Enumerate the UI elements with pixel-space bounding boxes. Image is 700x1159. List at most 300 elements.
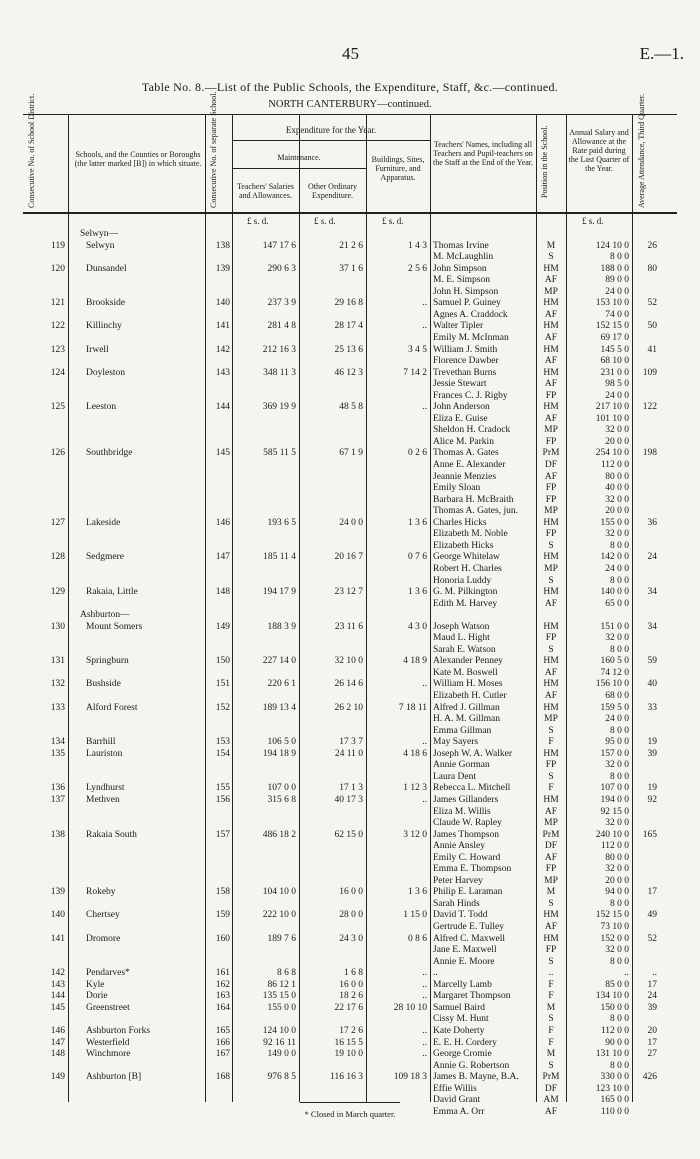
teacher-position: AF [544,806,558,817]
annual-salary: 89 0 0 [605,275,629,286]
buildings-expenditure: .. [422,991,427,1002]
header-teachers-salaries: Teachers' Salaries and Allowances. [236,182,295,200]
teacher-name: Walter Tipler [433,321,484,332]
school-name: Bushside [86,679,121,690]
district-number: 142 [50,968,65,979]
average-attendance: 50 [647,321,657,332]
header-maintenance: Maintenance. [277,153,321,162]
school-name: Brookside [86,298,126,309]
teacher-name: Alice M. Parkin [433,436,494,447]
teacher-position: HM [543,263,559,274]
other-expenditure: 16 15 5 [334,1037,363,1048]
teachers-salaries: 189 13 4 [262,702,296,713]
teacher-position: FP [545,529,557,540]
school-number: 138 [215,240,230,251]
teacher-name: Barbara H. McBraith [433,494,514,505]
other-expenditure: 26 2 10 [334,702,363,713]
teacher-name: Sheldon H. Cradock [433,425,511,436]
annual-salary: 20 0 0 [605,506,629,517]
annual-salary: 8 0 0 [610,956,629,967]
school-number: 165 [215,1025,230,1036]
teacher-position: HM [543,910,559,921]
teacher-position: DF [544,460,558,470]
annual-salary: 330 0 0 [600,1072,629,1083]
teacher-position: MP [544,875,558,886]
school-number: 164 [215,1002,230,1013]
teacher-position: HM [543,679,559,690]
district-number: 145 [50,1002,65,1013]
teacher-name: Effie Willis [433,1083,477,1094]
annual-salary: 8 0 0 [610,725,629,736]
teacher-position: S [548,956,554,967]
school-number: 160 [215,933,230,944]
buildings-expenditure: .. [422,979,427,990]
teachers-salaries: 281 4 8 [267,321,296,332]
table-subtitle: NORTH CANTERBURY—continued. [268,99,432,110]
teacher-position: MP [544,818,558,829]
teachers-salaries: 149 0 0 [267,1049,296,1060]
teacher-name: Robert H. Charles [433,563,502,574]
district-number: 121 [50,298,65,309]
district-number: 148 [50,1049,65,1060]
header-buildings: Buildings, Sites, Furniture, and Apparatus. [371,155,425,182]
page-reference: E.—1. [639,44,684,63]
teacher-position: S [548,725,554,736]
teacher-name: William J. Smith [433,344,498,355]
teacher-position: AM [543,1095,559,1106]
school-name: Alford Forest [86,702,138,713]
teachers-salaries: 222 10 0 [262,910,296,921]
annual-salary: 32 0 0 [605,529,629,540]
school-name: Dorie [86,991,108,1002]
other-expenditure: 19 10 0 [334,1049,363,1060]
school-name: Dromore [86,933,121,944]
teacher-name: Emma A. Orr [433,1106,485,1117]
teacher-position: AF [544,598,558,609]
district-number: 140 [50,910,65,921]
teacher-position: AF [544,922,558,932]
teachers-salaries: 237 3 9 [267,298,296,309]
teachers-salaries: 106 5 0 [267,737,296,748]
annual-salary: 32 0 0 [605,760,629,771]
teacher-position: S [548,1014,554,1025]
teacher-name: Maud L. Hight [433,633,490,644]
annual-salary: 8 0 0 [610,898,629,909]
unit-label: £ s. d. [382,216,404,226]
district-number: 143 [50,979,65,990]
other-expenditure: 40 17 3 [334,794,363,805]
average-attendance: 19 [647,737,657,748]
average-attendance: 198 [642,448,657,459]
teachers-salaries: 585 11 5 [263,448,296,459]
other-expenditure: 23 12 7 [334,587,363,598]
other-expenditure: 21 2 6 [339,240,363,251]
district-number: 127 [50,517,65,528]
buildings-expenditure: .. [422,1049,427,1060]
teacher-name: Thomas A. Gates, jun. [433,506,518,517]
school-name: Barrhill [86,737,116,748]
teacher-name: Emma E. Thompson [433,864,512,875]
teacher-name: Alexander Penney [433,656,503,667]
annual-salary: 231 0 0 [600,367,629,378]
annual-salary: 140 0 0 [600,587,629,598]
school-name: Lauriston [86,748,123,759]
other-expenditure: 28 0 0 [339,910,363,921]
district-number: 136 [50,783,65,794]
annual-salary: 8 0 0 [610,1014,629,1025]
teacher-name: Annie Gorman [433,760,490,771]
unit-label: £ s. d. [247,216,269,226]
annual-salary: 74 12 0 [600,667,629,678]
teacher-position: FP [545,483,557,494]
teacher-name: Emily Sloan [433,483,481,494]
school-number: 161 [215,968,230,979]
annual-salary: 159 5 0 [600,702,629,713]
other-expenditure: 26 14 6 [334,679,363,690]
teacher-name: Emily M. McInman [433,332,509,343]
average-attendance: 34 [647,621,657,632]
annual-salary: 156 10 0 [595,679,629,690]
header-position: Position in the School. [540,125,549,198]
teacher-name: Annie G. Robertson [433,1060,510,1071]
annual-salary: 131 10 0 [595,1049,629,1060]
school-number: 150 [215,656,230,667]
teacher-position: F [548,783,554,794]
buildings-expenditure: 3 12 0 [403,829,427,840]
buildings-expenditure: .. [422,794,427,805]
footnote-rule [300,1102,400,1103]
teacher-position: PrM [542,829,560,840]
teachers-salaries: 194 17 9 [262,587,296,598]
average-attendance: 36 [647,517,657,528]
district-number: 119 [51,240,65,251]
footnote: * Closed in March quarter. [304,1109,396,1119]
teacher-name: Sarah E. Watson [433,644,496,655]
school-name: Springburn [86,656,129,667]
school-name: Sedgmere [86,552,124,563]
annual-salary: 153 10 0 [595,298,629,309]
annual-salary: 152 15 0 [595,910,629,921]
header-expenditure: Expenditure for the Year. [285,125,377,135]
district-number: 130 [50,621,65,632]
teacher-position: M [546,1002,556,1013]
teacher-name: Charles Hicks [433,517,487,528]
annual-salary: 32 0 0 [605,633,629,644]
teacher-position: FP [545,436,557,447]
annual-salary: 8 0 0 [610,644,629,655]
teacher-name: Alfred J. Gillman [433,702,500,713]
annual-salary: 142 0 0 [600,552,629,563]
teacher-name: Anne E. Alexander [433,460,506,470]
teacher-position: PrM [542,448,560,459]
annual-salary: 85 0 0 [605,979,629,990]
district-number: 126 [50,448,65,459]
teacher-name: .. [433,968,438,979]
school-name: Lyndhurst [86,783,125,794]
other-expenditure: 25 13 6 [334,344,363,355]
average-attendance: 26 [647,240,657,251]
school-number: 141 [215,321,230,332]
teachers-salaries: 86 12 1 [267,979,296,990]
teacher-name: John Anderson [433,402,490,413]
school-name: Dunsandel [86,263,127,274]
teachers-salaries: 188 3 9 [267,621,296,632]
district-number: 133 [50,702,65,713]
annual-salary: 32 0 0 [605,864,629,875]
school-name: Chertsey [86,910,120,921]
average-attendance: 17 [647,979,657,990]
annual-salary: 8 0 0 [610,540,629,551]
school-name: Mount Somers [86,621,143,632]
annual-salary: 32 0 0 [605,425,629,436]
district-number: 131 [50,656,65,667]
school-name: Rakaia, Little [86,587,138,598]
teacher-position: HM [543,298,559,309]
teacher-name: James Gillanders [433,794,499,805]
school-name: Southbridge [86,448,133,459]
school-number: 162 [215,979,230,990]
district-number: 124 [50,367,65,378]
buildings-expenditure: 3 4 5 [408,344,427,355]
other-expenditure: 46 12 3 [334,367,363,378]
average-attendance: 19 [647,783,657,794]
unit-label: £ s. d. [582,216,604,226]
teachers-salaries: 290 6 3 [267,263,296,274]
average-attendance: 92 [647,794,657,805]
annual-salary: 24 0 0 [605,390,629,401]
annual-salary: 112 0 0 [600,841,629,852]
county-heading: Ashburton— [80,610,130,621]
teacher-position: HM [543,933,559,944]
average-attendance: 17 [647,887,657,898]
other-expenditure: 28 17 4 [334,321,363,332]
district-number: 147 [50,1037,65,1048]
teacher-position: HM [543,517,559,528]
school-number: 152 [215,702,230,713]
school-name: Winchmore [86,1049,131,1060]
buildings-expenditure: .. [422,402,427,413]
teacher-name: Eliza M. Willis [433,806,491,817]
annual-salary: 217 10 0 [595,402,629,413]
average-attendance: 41 [647,344,657,355]
annual-salary: 101 10 0 [595,413,629,424]
maintenance-rule [232,168,366,169]
school-name: Irwell [86,344,109,355]
teacher-position: HM [543,367,559,378]
teacher-position: S [548,575,554,586]
district-number: 123 [50,344,65,355]
average-attendance: 24 [647,991,657,1002]
teacher-position: S [548,898,554,909]
teacher-name: James B. Mayne, B.A. [433,1072,519,1083]
buildings-expenditure: 28 10 10 [393,1002,427,1013]
annual-salary: 92 15 0 [600,806,629,817]
school-number: 167 [215,1049,230,1060]
teachers-salaries: 212 16 3 [262,344,296,355]
teachers-salaries: 220 6 1 [267,679,296,690]
teachers-salaries: 189 7 6 [267,933,296,944]
other-expenditure: 16 0 0 [339,979,363,990]
other-expenditure: 17 2 6 [339,1025,363,1036]
page-number: 45 [342,44,359,63]
teacher-name: Trevethan Burns [433,367,497,378]
annual-salary: 74 0 0 [605,309,629,320]
school-number: 142 [215,344,230,355]
buildings-expenditure: 4 3 0 [408,621,427,632]
teachers-salaries: 124 10 0 [262,1025,296,1036]
teachers-salaries: 193 6 5 [267,517,296,528]
annual-salary: 32 0 0 [605,945,629,956]
teacher-name: Samuel P. Guiney [433,298,501,309]
teacher-position: S [548,644,554,655]
teachers-salaries: 135 15 0 [262,991,296,1002]
teacher-name: Gertrude E. Tulley [433,922,504,932]
teacher-position: .. [548,968,554,979]
annual-salary: 69 17 0 [600,332,629,343]
teacher-position: F [548,1037,554,1048]
other-expenditure: 18 2 6 [339,991,363,1002]
teacher-name: Annie Ansley [433,841,485,852]
teacher-position: MP [544,286,558,297]
teacher-position: AF [544,379,558,390]
teacher-position: AF [544,275,558,286]
teacher-name: Alfred C. Maxwell [433,933,506,944]
header-district: Consecutive No. of School District. [27,93,36,208]
average-attendance: 39 [647,1002,657,1013]
teacher-name: David T. Todd [433,910,488,921]
teacher-position: AF [544,1106,558,1117]
teachers-salaries: 976 8 5 [267,1072,296,1083]
teachers-salaries: 92 16 11 [263,1037,296,1048]
school-name: Killinchy [86,321,122,332]
annual-salary: 40 0 0 [605,483,629,494]
header-bottom-rule [23,212,677,213]
school-number: 156 [215,794,230,805]
teacher-position: M [546,240,556,251]
header-attendance: Average Attendance, Third Quarter. [637,93,646,208]
annual-salary: 152 15 0 [595,321,629,332]
col-divider [68,114,69,1102]
teacher-name: Kate Doherty [433,1025,485,1036]
district-number: 129 [50,587,65,598]
buildings-expenditure: 4 18 6 [403,748,427,759]
annual-salary: 165 0 0 [600,1095,629,1106]
teacher-position: FP [545,760,557,771]
school-number: 140 [215,298,230,309]
teachers-salaries: 155 0 0 [267,1002,296,1013]
average-attendance: 40 [647,679,657,690]
teacher-name: Edith M. Harvey [433,598,498,609]
teacher-name: William H. Moses [433,679,503,690]
buildings-expenditure: 0 8 6 [408,933,427,944]
teacher-name: Emma Gillman [433,725,492,736]
buildings-expenditure: .. [422,298,427,309]
district-number: 120 [50,263,65,274]
other-expenditure: 24 0 0 [339,517,363,528]
teacher-name: Emily C. Howard [433,852,501,863]
school-name: Methven [86,794,120,805]
buildings-expenditure: .. [422,321,427,332]
annual-salary: 152 0 0 [600,933,629,944]
other-expenditure: 20 16 7 [334,552,363,563]
school-number: 155 [215,783,230,794]
average-attendance: 426 [642,1072,657,1083]
teacher-position: HM [543,402,559,413]
average-attendance: 34 [647,587,657,598]
annual-salary: 24 0 0 [605,286,629,297]
annual-salary: 155 0 0 [600,517,629,528]
table-title: Table No. 8.—List of the Public Schools, the Expenditure, Staff, &c.—continued. [141,80,559,94]
annual-salary: 94 0 0 [605,887,629,898]
annual-salary: 24 0 0 [605,714,629,725]
other-expenditure: 17 1 3 [339,783,363,794]
average-attendance: 122 [642,402,657,413]
average-attendance: 52 [647,933,657,944]
teacher-position: F [548,991,554,1002]
teacher-position: PrM [542,1072,560,1083]
district-number: 137 [50,794,65,805]
annual-salary: 8 0 0 [610,1060,629,1071]
teachers-salaries: 185 11 4 [263,552,296,563]
teacher-position: AF [544,852,558,863]
teacher-name: Claude W. Rapley [433,818,502,829]
school-name: Rokeby [86,887,116,898]
teacher-position: AF [544,332,558,343]
district-number: 144 [50,991,65,1002]
average-attendance: 49 [647,910,657,921]
teacher-name: John Simpson [433,263,487,274]
other-expenditure: 116 16 3 [330,1072,363,1083]
school-number: 168 [215,1072,230,1083]
teacher-position: MP [544,425,558,436]
teacher-name: Laura Dent [433,771,476,782]
other-expenditure: 24 11 0 [334,748,363,759]
average-attendance: 80 [647,263,657,274]
other-expenditure: 29 16 8 [334,298,363,309]
school-name: Westerfield [86,1037,130,1048]
teachers-salaries: 107 0 0 [267,783,296,794]
teachers-salaries: 369 19 9 [262,402,296,413]
teacher-position: FP [545,390,557,401]
teacher-name: Thomas Irvine [433,240,489,251]
teacher-position: MP [544,506,558,517]
teacher-name: Rebecca L. Mitchell [433,783,511,794]
teacher-position: MP [544,563,558,574]
teacher-position: F [548,979,554,990]
average-attendance: 165 [642,829,657,840]
header-salary: Annual Salary and Allowance at the Rate paid during the Last Quarter of the Year. [568,128,630,173]
teacher-position: HM [543,552,559,563]
teacher-name: M. McLaughlin [433,252,494,263]
annual-salary: 160 5 0 [600,656,629,667]
teacher-name: Elizabeth Hicks [433,540,494,551]
teacher-name: Margaret Thompson [433,991,511,1002]
teacher-name: M. E. Simpson [433,275,491,286]
annual-salary: 65 0 0 [605,598,629,609]
teacher-position: HM [543,321,559,332]
other-expenditure: 32 10 0 [334,656,363,667]
teacher-name: Florence Dawber [433,356,499,367]
annual-salary: 32 0 0 [605,818,629,829]
district-number: 149 [50,1072,65,1083]
teacher-name: Thomas A. Gates [433,448,499,459]
school-number: 139 [215,263,230,274]
annual-salary: 254 10 0 [595,448,629,459]
average-attendance: .. [652,968,657,979]
teacher-position: HM [543,702,559,713]
teacher-name: George Whitelaw [433,552,500,563]
annual-salary: 145 5 0 [600,344,629,355]
